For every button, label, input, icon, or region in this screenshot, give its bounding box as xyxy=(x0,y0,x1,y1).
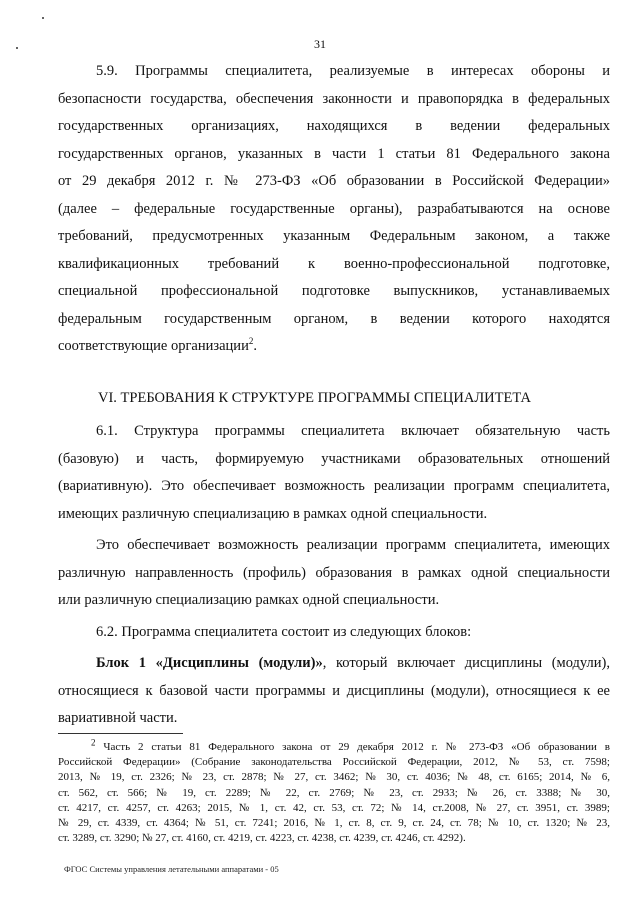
paragraph-6-1 xyxy=(58,418,610,528)
footnote xyxy=(58,737,610,846)
block-title: Блок 1 «Дисциплины (модули)» xyxy=(96,655,323,671)
text-line: (далее – федеральные государственные органы), разрабатываются на основе xyxy=(58,200,610,217)
page-number: 31 xyxy=(314,37,326,51)
text-line: (базовую) и часть, формируемую участниками образовательных отношений xyxy=(58,450,610,467)
footnote-line xyxy=(58,737,610,755)
text-line-last: вариативной части. xyxy=(58,710,178,726)
paragraph-5-9 xyxy=(58,58,610,361)
text-line: относящиеся к базовой части программы и дисциплины (модули), относящиеся к ее xyxy=(58,682,610,699)
footnote-line: 2013, № 19, ст. 2326; № 23, ст. 2878; № 27, ст. 3462; № 30, ст. 4036; № 48, ст. 6165; 2014, № 6, xyxy=(58,771,610,784)
text-line: различную направленность (профиль) образования в рамках одной специальности xyxy=(58,564,610,581)
text-line-last: или различную специализацию рамках одной специальности. xyxy=(58,592,440,608)
text-line: Это обеспечивает возможность реализации программ специалитета, имеющих xyxy=(96,537,610,553)
text-line: 5.9. Программы специалитета, реализуемые в интересах обороны и xyxy=(96,63,610,79)
text-line: федеральным государственным органом, в ведении которого находятся xyxy=(58,310,610,327)
scan-speck xyxy=(42,17,44,19)
text-line-last: имеющих различную специализацию в рамках одной специальности. xyxy=(58,505,488,522)
text-line: государственных организациях, находящихся в ведении федеральных xyxy=(58,118,610,134)
page-body xyxy=(58,58,610,733)
text-fragment: Часть 2 статьи 81 Федерального закона от 29 декабря 2012 г. № 273-ФЗ «Об образовании в xyxy=(103,741,610,753)
text-line: 6.1. Структура программы специалитета включает обязательную часть xyxy=(96,423,610,439)
footnote-line: ст. 562, ст. 566; № 19, ст. 2289; № 22, ст. 2769; № 23, ст. 2933; № 26, ст. 3388; № 30, xyxy=(58,786,610,799)
paragraph-6-2: 6.2. Программа специалитета состоит из следующих блоков: xyxy=(96,623,472,640)
text-line: специальной профессиональной подготовке выпускников, устанавливаемых xyxy=(58,283,610,299)
block-1-paragraph xyxy=(58,650,610,733)
text-line: (вариативную). Это обеспечивает возможность реализации программ специалитета, xyxy=(58,478,610,494)
text-line xyxy=(58,650,610,678)
footnote-line: № 29, ст. 4339, ст. 4364; № 51, ст. 7241; 2016, № 1, ст. 8, ст. 9, ст. 24, ст. 78; № 10, ст. 1320; № 23, xyxy=(58,817,610,830)
footnote-line: ст. 3289, ст. 3290; № 27, ст. 4160, ст. 4219, ст. 4223, ст. 4238, ст. 4239, ст. 4246, ст. 4292). xyxy=(58,832,466,845)
text-fragment: , который включает дисциплины (модули), xyxy=(322,655,610,671)
footnote-separator xyxy=(58,733,183,734)
text-line: требований, предусмотренных указанным Федеральным законом, а также xyxy=(58,228,610,244)
text-line: государственных органов, указанных в части 1 статьи 81 Федерального закона xyxy=(58,145,610,162)
paragraph-extra xyxy=(58,532,610,615)
footnote-reference: 2 xyxy=(248,336,254,347)
text-line: от 29 декабря 2012 г. № 273-ФЗ «Об образовании в Российской Федерации» xyxy=(58,173,610,189)
document-footer: ФГОС Системы управления летательными аппаратами - 05 xyxy=(64,864,279,874)
text-fragment: соответствующие организации xyxy=(58,338,249,354)
footnote-number: 2 xyxy=(91,737,96,748)
text-line-last: соответствующие организации$^2$. xyxy=(58,336,257,354)
footnote-line: ст. 4217, ст. 4257, ст. 4263; 2015, № 1, ст. 42, ст. 53, ст. 72; № 14, ст.2008, № 27, ст. 3951, ст. 3989; xyxy=(58,801,610,814)
section-heading: VI. ТРЕБОВАНИЯ К СТРУКТУРЕ ПРОГРАММЫ СПЕЦИАЛИТЕТА xyxy=(98,389,531,406)
footnote-line: Российской Федерации» (Собрание законодательства Российской Федерации, 2012, № 53, ст. 7598; xyxy=(58,756,610,769)
text-line: квалификационных требований к военно-профессиональной подготовке, xyxy=(58,255,610,272)
text-line: безопасности государства, обеспечения законности и правопорядка в федеральных xyxy=(58,90,610,107)
